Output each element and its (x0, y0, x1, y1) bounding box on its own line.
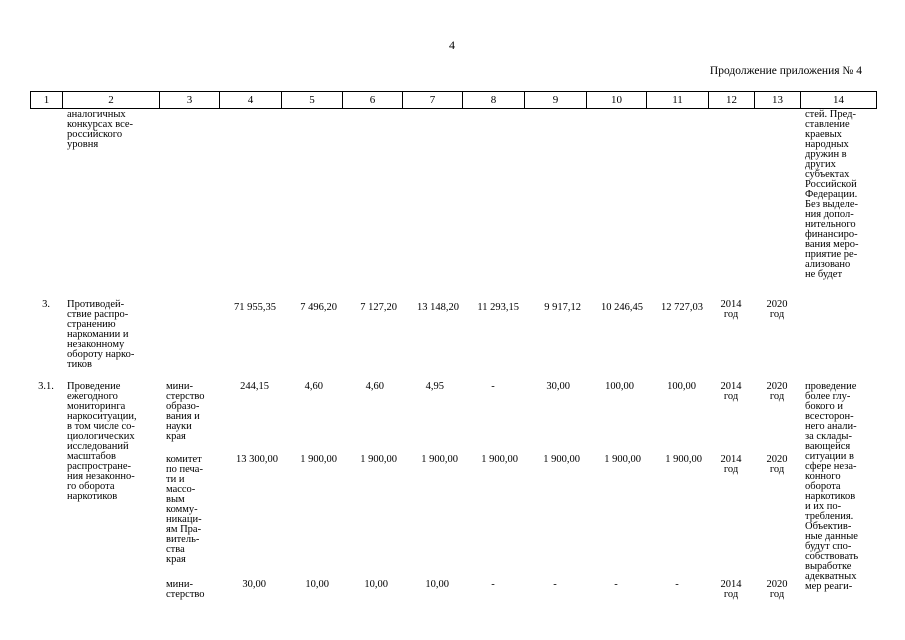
row-number: 3.1. (38, 381, 54, 392)
end-year: 2020 год (766, 299, 788, 320)
col-header-12: 12 (708, 91, 754, 109)
col-header-13: 13 (754, 91, 800, 109)
value-cell: 1 900,00 (543, 454, 580, 465)
col-header-9: 9 (524, 91, 586, 109)
col-header-5: 5 (281, 91, 342, 109)
value-cell: 244,15 (240, 381, 269, 392)
end-year: 2020 год (766, 454, 788, 475)
value-cell: 10,00 (364, 579, 388, 590)
col-header-2: 2 (62, 91, 159, 109)
row-note: стей. Пред- ставление краевых народных дружин в других субъектах Российской Федерации. Без выделе- ния допол- нительного финансиро- вания меро- приятие ре- ализовано не будет (805, 109, 859, 280)
value-cell: 1 900,00 (665, 454, 702, 465)
start-year: 2014 год (720, 579, 742, 600)
col-header-14: 14 (800, 91, 877, 109)
end-year: 2020 год (766, 579, 788, 600)
value-cell: - (553, 579, 557, 590)
value-cell: 11 293,15 (477, 302, 519, 313)
value-cell: 1 900,00 (300, 454, 337, 465)
value-cell: 13 300,00 (236, 454, 278, 465)
value-cell: 7 496,20 (300, 302, 337, 313)
row-number: 3. (42, 299, 50, 310)
value-cell: 30,00 (242, 579, 266, 590)
row-name: Противодей- ствие распро- странению наркомании и незаконному обороту нарко- тиков (67, 299, 135, 370)
end-year: 2020 год (766, 381, 788, 402)
value-cell: 100,00 (667, 381, 696, 392)
page-number: 4 (449, 38, 455, 52)
value-cell: 9 917,12 (544, 302, 581, 313)
value-cell: 10 246,45 (601, 302, 643, 313)
start-year: 2014 год (720, 381, 742, 402)
executor-name: комитет по печа- ти и массо- вым комму- никаци- ям Пра- витель- ства края (166, 454, 203, 565)
col-header-7: 7 (402, 91, 462, 109)
value-cell: 4,60 (304, 381, 323, 392)
value-cell: - (491, 579, 495, 590)
col-header-4: 4 (219, 91, 281, 109)
value-cell: 10,00 (425, 579, 449, 590)
value-cell: 71 955,35 (234, 302, 276, 313)
value-cell: 100,00 (605, 381, 634, 392)
col-header-8: 8 (462, 91, 524, 109)
value-cell: 7 127,20 (360, 302, 397, 313)
col-header-3: 3 (159, 91, 219, 109)
start-year: 2014 год (720, 299, 742, 320)
executor-name: мини- стерство образо- вания и науки края (166, 381, 205, 442)
col-header-6: 6 (342, 91, 402, 109)
value-cell: - (675, 579, 679, 590)
col-header-11: 11 (646, 91, 708, 109)
value-cell: 4,95 (425, 381, 444, 392)
value-cell: 4,60 (365, 381, 384, 392)
value-cell: 1 900,00 (360, 454, 397, 465)
value-cell: - (614, 579, 618, 590)
col-header-1: 1 (30, 91, 62, 109)
row-note: проведение более глу- бокого и всесторон- него анали- за склады- вающейся ситуации в сфере неза- конного оборота наркотиков и их по- требления. Объектив- ные данные будут спо- собствовать выработке адекватных мер реаги- (805, 381, 859, 592)
value-cell: 12 727,03 (661, 302, 703, 313)
value-cell: - (491, 381, 495, 392)
value-cell: 10,00 (305, 579, 329, 590)
start-year: 2014 год (720, 454, 742, 475)
continuation-title: Продолжение приложения № 4 (709, 65, 862, 77)
value-cell: 1 900,00 (481, 454, 518, 465)
executor-name: мини- стерство (166, 579, 205, 600)
value-cell: 1 900,00 (604, 454, 641, 465)
col-header-10: 10 (586, 91, 646, 109)
value-cell: 1 900,00 (421, 454, 458, 465)
row-name: аналогичных конкурсах все- российского уровня (67, 109, 134, 150)
value-cell: 30,00 (546, 381, 570, 392)
row-name: Проведение ежегодного мониторинга наркоситуации, в том числе со- циологических исследований масштабов распростране- ния незаконно- го оборота наркотиков (67, 381, 137, 502)
value-cell: 13 148,20 (417, 302, 459, 313)
